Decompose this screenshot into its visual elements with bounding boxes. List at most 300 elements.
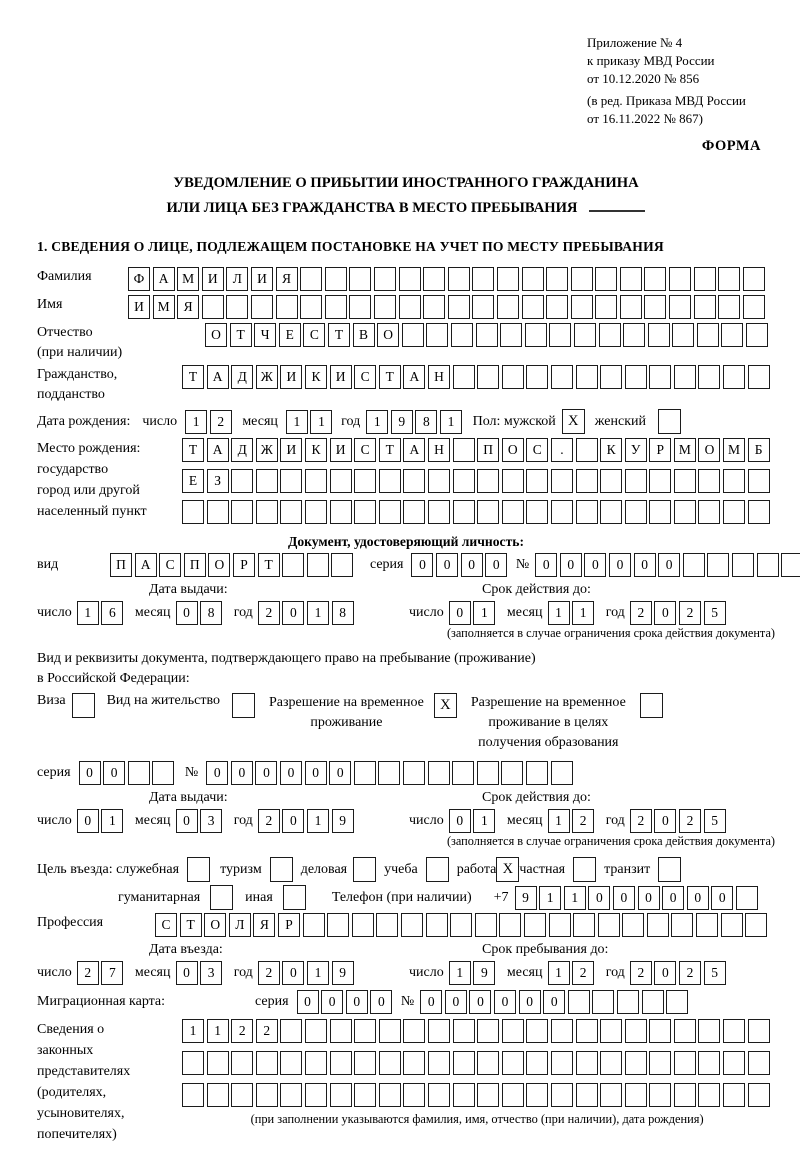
purpose-private-checkbox[interactable] [573, 857, 596, 882]
char-cell[interactable] [526, 500, 548, 524]
char-cell[interactable] [325, 295, 347, 319]
char-cell[interactable] [428, 761, 450, 785]
char-cell[interactable] [453, 1051, 475, 1075]
char-cell[interactable]: С [155, 913, 177, 937]
char-cell[interactable]: А [207, 438, 229, 462]
char-cell[interactable]: Т [230, 323, 252, 347]
char-cell[interactable]: Т [182, 365, 204, 389]
char-cell[interactable]: 0 [543, 990, 565, 1014]
char-cell[interactable] [452, 761, 474, 785]
char-cell[interactable]: С [526, 438, 548, 462]
char-cell[interactable]: 9 [391, 410, 413, 434]
char-cell[interactable] [600, 1019, 622, 1043]
char-cell[interactable]: 0 [662, 886, 684, 910]
char-cell[interactable] [231, 1083, 253, 1107]
char-cell[interactable]: 0 [282, 809, 304, 833]
char-cell[interactable] [723, 1019, 745, 1043]
purpose-humanitarian-checkbox[interactable] [210, 885, 233, 910]
char-cell[interactable]: 1 [310, 410, 332, 434]
char-cell[interactable]: П [477, 438, 499, 462]
char-cell[interactable] [423, 295, 445, 319]
char-cell[interactable] [546, 295, 568, 319]
char-cell[interactable]: О [698, 438, 720, 462]
char-cell[interactable] [475, 913, 497, 937]
char-cell[interactable]: 8 [200, 601, 222, 625]
char-cell[interactable] [600, 365, 622, 389]
char-cell[interactable]: Ж [256, 365, 278, 389]
char-cell[interactable]: К [305, 438, 327, 462]
char-cell[interactable]: 1 [440, 410, 462, 434]
char-cell[interactable]: Л [229, 913, 251, 937]
char-cell[interactable] [698, 1019, 720, 1043]
char-cell[interactable]: 5 [704, 809, 726, 833]
char-cell[interactable]: 1 [307, 601, 329, 625]
char-cell[interactable] [354, 500, 376, 524]
char-cell[interactable] [526, 365, 548, 389]
char-cell[interactable]: 9 [515, 886, 537, 910]
char-cell[interactable] [207, 1051, 229, 1075]
char-cell[interactable] [477, 500, 499, 524]
char-cell[interactable] [743, 295, 765, 319]
char-cell[interactable] [697, 323, 719, 347]
char-cell[interactable]: С [354, 365, 376, 389]
char-cell[interactable] [453, 365, 475, 389]
char-cell[interactable]: 0 [103, 761, 125, 785]
char-cell[interactable]: П [110, 553, 132, 577]
char-cell[interactable]: М [674, 438, 696, 462]
char-cell[interactable] [571, 295, 593, 319]
char-cell[interactable]: Т [182, 438, 204, 462]
char-cell[interactable]: С [159, 553, 181, 577]
char-cell[interactable] [330, 1051, 352, 1075]
char-cell[interactable]: О [204, 913, 226, 937]
char-cell[interactable] [736, 886, 758, 910]
char-cell[interactable] [280, 1019, 302, 1043]
char-cell[interactable]: Т [379, 365, 401, 389]
char-cell[interactable] [576, 500, 598, 524]
char-cell[interactable] [576, 1051, 598, 1075]
char-cell[interactable]: 0 [282, 601, 304, 625]
char-cell[interactable] [698, 1051, 720, 1075]
char-cell[interactable]: К [305, 365, 327, 389]
char-cell[interactable] [748, 1083, 770, 1107]
char-cell[interactable] [551, 761, 573, 785]
char-cell[interactable]: 3 [200, 961, 222, 985]
char-cell[interactable] [696, 913, 718, 937]
char-cell[interactable]: 1 [366, 410, 388, 434]
char-cell[interactable]: Я [253, 913, 275, 937]
char-cell[interactable] [551, 365, 573, 389]
char-cell[interactable]: А [207, 365, 229, 389]
char-cell[interactable] [354, 469, 376, 493]
char-cell[interactable] [576, 1083, 598, 1107]
char-cell[interactable] [500, 323, 522, 347]
char-cell[interactable] [694, 295, 716, 319]
char-cell[interactable]: 2 [572, 961, 594, 985]
char-cell[interactable] [399, 295, 421, 319]
char-cell[interactable]: 6 [101, 601, 123, 625]
char-cell[interactable]: 0 [588, 886, 610, 910]
char-cell[interactable]: 0 [297, 990, 319, 1014]
char-cell[interactable]: 0 [79, 761, 101, 785]
char-cell[interactable]: К [600, 438, 622, 462]
char-cell[interactable]: Ч [254, 323, 276, 347]
char-cell[interactable]: Т [379, 438, 401, 462]
char-cell[interactable] [576, 1019, 598, 1043]
char-cell[interactable]: 0 [711, 886, 733, 910]
char-cell[interactable] [648, 323, 670, 347]
char-cell[interactable] [331, 553, 353, 577]
char-cell[interactable] [599, 323, 621, 347]
char-cell[interactable]: И [202, 267, 224, 291]
char-cell[interactable] [672, 323, 694, 347]
char-cell[interactable] [303, 913, 325, 937]
char-cell[interactable] [745, 913, 767, 937]
char-cell[interactable] [280, 1083, 302, 1107]
char-cell[interactable] [330, 469, 352, 493]
char-cell[interactable]: 2 [77, 961, 99, 985]
char-cell[interactable] [718, 267, 740, 291]
female-checkbox[interactable] [658, 409, 681, 434]
char-cell[interactable] [374, 267, 396, 291]
char-cell[interactable] [526, 1019, 548, 1043]
char-cell[interactable]: 2 [630, 809, 652, 833]
rvp-checkbox[interactable]: X [434, 693, 457, 718]
char-cell[interactable]: А [403, 438, 425, 462]
char-cell[interactable] [674, 1019, 696, 1043]
char-cell[interactable] [718, 295, 740, 319]
char-cell[interactable] [453, 438, 475, 462]
char-cell[interactable] [502, 469, 524, 493]
char-cell[interactable] [426, 913, 448, 937]
char-cell[interactable]: И [128, 295, 150, 319]
char-cell[interactable] [757, 553, 779, 577]
char-cell[interactable] [502, 1051, 524, 1075]
char-cell[interactable] [403, 469, 425, 493]
char-cell[interactable] [403, 1051, 425, 1075]
char-cell[interactable] [600, 1051, 622, 1075]
char-cell[interactable]: З [207, 469, 229, 493]
char-cell[interactable] [683, 553, 705, 577]
char-cell[interactable]: Р [278, 913, 300, 937]
char-cell[interactable]: 1 [307, 961, 329, 985]
char-cell[interactable] [231, 469, 253, 493]
char-cell[interactable]: 0 [687, 886, 709, 910]
char-cell[interactable] [649, 1019, 671, 1043]
char-cell[interactable]: Д [231, 365, 253, 389]
char-cell[interactable] [576, 365, 598, 389]
char-cell[interactable] [305, 469, 327, 493]
char-cell[interactable] [477, 469, 499, 493]
char-cell[interactable] [674, 1051, 696, 1075]
char-cell[interactable]: Р [233, 553, 255, 577]
char-cell[interactable]: 0 [420, 990, 442, 1014]
char-cell[interactable] [781, 553, 800, 577]
char-cell[interactable] [403, 500, 425, 524]
char-cell[interactable] [453, 1019, 475, 1043]
char-cell[interactable]: 2 [679, 961, 701, 985]
char-cell[interactable] [280, 1051, 302, 1075]
char-cell[interactable] [551, 1051, 573, 1075]
char-cell[interactable] [354, 1083, 376, 1107]
char-cell[interactable] [592, 990, 614, 1014]
char-cell[interactable] [625, 1083, 647, 1107]
char-cell[interactable]: О [205, 323, 227, 347]
char-cell[interactable]: 0 [449, 601, 471, 625]
char-cell[interactable] [453, 500, 475, 524]
char-cell[interactable]: 9 [332, 809, 354, 833]
char-cell[interactable]: 0 [411, 553, 433, 577]
char-cell[interactable] [256, 1051, 278, 1075]
char-cell[interactable]: В [353, 323, 375, 347]
purpose-tourism-checkbox[interactable] [270, 857, 293, 882]
char-cell[interactable]: 0 [535, 553, 557, 577]
char-cell[interactable] [600, 500, 622, 524]
char-cell[interactable]: 0 [485, 553, 507, 577]
char-cell[interactable] [551, 1083, 573, 1107]
char-cell[interactable] [522, 295, 544, 319]
char-cell[interactable]: 2 [572, 809, 594, 833]
char-cell[interactable] [595, 295, 617, 319]
char-cell[interactable]: 1 [539, 886, 561, 910]
purpose-business-checkbox[interactable] [353, 857, 376, 882]
char-cell[interactable] [330, 1083, 352, 1107]
char-cell[interactable] [649, 469, 671, 493]
char-cell[interactable] [349, 267, 371, 291]
char-cell[interactable]: 5 [704, 601, 726, 625]
char-cell[interactable]: Л [226, 267, 248, 291]
char-cell[interactable] [305, 1019, 327, 1043]
char-cell[interactable] [300, 267, 322, 291]
char-cell[interactable]: 0 [255, 761, 277, 785]
char-cell[interactable] [642, 990, 664, 1014]
char-cell[interactable]: 0 [560, 553, 582, 577]
char-cell[interactable] [448, 295, 470, 319]
char-cell[interactable]: 0 [321, 990, 343, 1014]
char-cell[interactable] [666, 990, 688, 1014]
char-cell[interactable] [598, 913, 620, 937]
char-cell[interactable] [448, 267, 470, 291]
residence-permit-checkbox[interactable] [232, 693, 255, 718]
char-cell[interactable] [403, 761, 425, 785]
char-cell[interactable] [502, 500, 524, 524]
char-cell[interactable] [402, 323, 424, 347]
char-cell[interactable] [551, 1019, 573, 1043]
char-cell[interactable] [450, 913, 472, 937]
char-cell[interactable] [378, 761, 400, 785]
char-cell[interactable] [574, 323, 596, 347]
char-cell[interactable] [499, 913, 521, 937]
char-cell[interactable] [379, 1083, 401, 1107]
char-cell[interactable]: Т [328, 323, 350, 347]
char-cell[interactable]: А [135, 553, 157, 577]
char-cell[interactable] [674, 500, 696, 524]
char-cell[interactable]: 1 [548, 601, 570, 625]
char-cell[interactable]: И [280, 365, 302, 389]
char-cell[interactable] [595, 267, 617, 291]
char-cell[interactable] [401, 913, 423, 937]
char-cell[interactable] [327, 913, 349, 937]
char-cell[interactable]: 0 [77, 809, 99, 833]
char-cell[interactable] [723, 1051, 745, 1075]
char-cell[interactable]: Ф [128, 267, 150, 291]
char-cell[interactable]: 0 [206, 761, 228, 785]
char-cell[interactable]: 1 [449, 961, 471, 985]
char-cell[interactable] [674, 365, 696, 389]
char-cell[interactable] [551, 500, 573, 524]
char-cell[interactable] [182, 500, 204, 524]
char-cell[interactable] [576, 469, 598, 493]
char-cell[interactable] [568, 990, 590, 1014]
char-cell[interactable]: 2 [630, 961, 652, 985]
char-cell[interactable] [472, 267, 494, 291]
char-cell[interactable] [256, 469, 278, 493]
char-cell[interactable] [748, 500, 770, 524]
char-cell[interactable] [748, 469, 770, 493]
purpose-work-checkbox[interactable]: X [496, 857, 519, 882]
char-cell[interactable] [698, 469, 720, 493]
char-cell[interactable]: О [502, 438, 524, 462]
char-cell[interactable]: 0 [282, 961, 304, 985]
char-cell[interactable] [526, 469, 548, 493]
char-cell[interactable]: 1 [182, 1019, 204, 1043]
char-cell[interactable] [649, 1083, 671, 1107]
char-cell[interactable] [152, 761, 174, 785]
char-cell[interactable]: 8 [415, 410, 437, 434]
char-cell[interactable] [354, 1019, 376, 1043]
char-cell[interactable]: И [330, 438, 352, 462]
char-cell[interactable]: 0 [176, 961, 198, 985]
char-cell[interactable]: 0 [584, 553, 606, 577]
char-cell[interactable] [707, 553, 729, 577]
char-cell[interactable]: 0 [176, 601, 198, 625]
char-cell[interactable]: 0 [634, 553, 656, 577]
char-cell[interactable]: 0 [305, 761, 327, 785]
char-cell[interactable] [476, 323, 498, 347]
char-cell[interactable] [723, 500, 745, 524]
char-cell[interactable] [354, 761, 376, 785]
char-cell[interactable] [376, 913, 398, 937]
char-cell[interactable]: 0 [469, 990, 491, 1014]
char-cell[interactable]: И [251, 267, 273, 291]
char-cell[interactable] [600, 469, 622, 493]
char-cell[interactable] [226, 295, 248, 319]
char-cell[interactable] [128, 761, 150, 785]
char-cell[interactable]: Я [276, 267, 298, 291]
char-cell[interactable] [571, 267, 593, 291]
char-cell[interactable]: 0 [370, 990, 392, 1014]
char-cell[interactable] [354, 1051, 376, 1075]
char-cell[interactable] [698, 365, 720, 389]
char-cell[interactable] [423, 267, 445, 291]
char-cell[interactable]: 1 [473, 601, 495, 625]
char-cell[interactable]: 1 [77, 601, 99, 625]
char-cell[interactable] [649, 500, 671, 524]
char-cell[interactable]: 0 [176, 809, 198, 833]
char-cell[interactable]: Ж [256, 438, 278, 462]
char-cell[interactable]: Р [649, 438, 671, 462]
char-cell[interactable]: 1 [473, 809, 495, 833]
char-cell[interactable] [282, 553, 304, 577]
char-cell[interactable] [379, 500, 401, 524]
char-cell[interactable]: У [625, 438, 647, 462]
char-cell[interactable]: 0 [329, 761, 351, 785]
char-cell[interactable]: Н [428, 365, 450, 389]
char-cell[interactable]: 0 [445, 990, 467, 1014]
char-cell[interactable]: 9 [473, 961, 495, 985]
char-cell[interactable] [674, 1083, 696, 1107]
char-cell[interactable] [748, 1019, 770, 1043]
char-cell[interactable]: Е [182, 469, 204, 493]
char-cell[interactable]: 1 [564, 886, 586, 910]
char-cell[interactable] [600, 1083, 622, 1107]
char-cell[interactable] [743, 267, 765, 291]
char-cell[interactable] [256, 500, 278, 524]
char-cell[interactable] [300, 295, 322, 319]
char-cell[interactable] [721, 323, 743, 347]
char-cell[interactable]: 9 [332, 961, 354, 985]
char-cell[interactable] [546, 267, 568, 291]
char-cell[interactable]: 1 [185, 410, 207, 434]
char-cell[interactable] [428, 469, 450, 493]
char-cell[interactable]: 1 [286, 410, 308, 434]
char-cell[interactable] [617, 990, 639, 1014]
char-cell[interactable]: О [377, 323, 399, 347]
char-cell[interactable] [671, 913, 693, 937]
char-cell[interactable] [477, 1019, 499, 1043]
visa-checkbox[interactable] [72, 693, 95, 718]
char-cell[interactable]: 0 [280, 761, 302, 785]
char-cell[interactable] [349, 295, 371, 319]
char-cell[interactable] [403, 1019, 425, 1043]
char-cell[interactable] [472, 295, 494, 319]
char-cell[interactable] [379, 1019, 401, 1043]
char-cell[interactable]: О [208, 553, 230, 577]
char-cell[interactable] [625, 1019, 647, 1043]
char-cell[interactable] [182, 1051, 204, 1075]
char-cell[interactable]: 0 [654, 601, 676, 625]
char-cell[interactable] [649, 365, 671, 389]
purpose-other-checkbox[interactable] [283, 885, 306, 910]
purpose-study-checkbox[interactable] [426, 857, 449, 882]
rvp-education-checkbox[interactable] [640, 693, 663, 718]
char-cell[interactable]: 1 [548, 809, 570, 833]
char-cell[interactable] [694, 267, 716, 291]
char-cell[interactable]: Я [177, 295, 199, 319]
char-cell[interactable]: 3 [200, 809, 222, 833]
char-cell[interactable] [374, 295, 396, 319]
char-cell[interactable] [428, 1051, 450, 1075]
char-cell[interactable]: Б [748, 438, 770, 462]
char-cell[interactable] [644, 267, 666, 291]
char-cell[interactable]: И [330, 365, 352, 389]
char-cell[interactable] [649, 1051, 671, 1075]
char-cell[interactable] [732, 553, 754, 577]
char-cell[interactable]: 5 [704, 961, 726, 985]
char-cell[interactable] [497, 295, 519, 319]
char-cell[interactable] [522, 267, 544, 291]
char-cell[interactable] [669, 295, 691, 319]
char-cell[interactable]: М [153, 295, 175, 319]
char-cell[interactable] [330, 1019, 352, 1043]
char-cell[interactable]: 2 [630, 601, 652, 625]
char-cell[interactable] [379, 1051, 401, 1075]
char-cell[interactable] [207, 500, 229, 524]
char-cell[interactable] [549, 323, 571, 347]
char-cell[interactable] [525, 323, 547, 347]
char-cell[interactable] [305, 1051, 327, 1075]
char-cell[interactable] [625, 1051, 647, 1075]
